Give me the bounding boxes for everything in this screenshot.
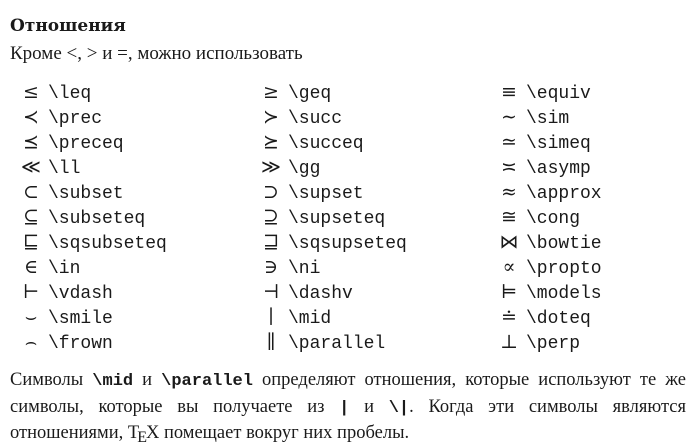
relation-command: \models [526,284,602,304]
relation-symbol: ⊥ [500,331,518,353]
relation-command: \bowtie [526,234,602,254]
relation-symbol: ≺ [23,106,39,128]
relation-entry [260,280,353,305]
relation-entry [20,105,102,130]
relation-command: \perp [526,334,581,354]
relation-command: \succeq [288,134,364,154]
relation-entry [20,80,91,105]
footer-dbar-symbol: \| [388,398,410,418]
relation-symbol: ∋ [263,256,279,278]
relation-row [20,155,680,180]
relation-entry [260,330,385,355]
relation-entry [260,130,364,155]
relation-symbol: ⪯ [23,131,39,153]
intro-text: Кроме <, > и =, можно использовать [10,43,303,64]
relation-command: \leq [48,84,92,104]
footer-bar-symbol: | [339,398,350,418]
relation-symbol: ≃ [501,131,517,153]
relation-symbol: ⊒ [262,231,280,253]
relation-symbol: ⌢ [24,331,38,353]
relation-symbol: ≅ [501,206,517,228]
relation-command: \vdash [48,284,113,304]
relation-symbol: ≤ [23,81,39,103]
relation-symbol: ⊣ [262,281,280,303]
relation-row [20,280,680,305]
relation-entry [498,230,602,255]
relation-entry [498,280,602,305]
relation-symbol: ∣ [268,306,274,328]
footer-paragraph [10,368,686,447]
relation-entry [20,230,167,255]
relation-entry [260,230,407,255]
relation-row [20,255,680,280]
relation-command: \succ [288,109,343,129]
relation-command: \subset [48,184,124,204]
relation-row [20,130,680,155]
relation-entry [20,305,113,330]
relation-symbol: ⊢ [22,281,40,303]
relation-command: \ll [48,159,81,179]
relation-entry [20,280,113,305]
relation-command: \dashv [288,284,353,304]
relation-symbol: ⊨ [500,281,518,303]
relation-row [20,180,680,205]
relation-command: \ni [288,259,321,279]
relation-row [20,330,680,355]
relation-command: \approx [526,184,602,204]
relation-command: \prec [48,109,103,129]
relation-entry [20,330,113,355]
relation-entry [20,180,124,205]
relation-symbol: ⊂ [23,181,39,203]
relation-entry [20,155,80,180]
relation-command: \parallel [288,334,386,354]
relation-entry [260,105,342,130]
relation-row [20,105,680,130]
relation-symbol: ≪ [21,156,41,178]
relation-command: \doteq [526,309,591,329]
footer-parallel-cmd: \parallel [161,372,253,391]
relation-command: \sqsupseteq [288,234,407,254]
relation-symbol: ∼ [501,106,517,128]
relation-entry [498,105,569,130]
relation-entry [260,155,320,180]
relation-symbol: ⌣ [24,306,38,328]
relation-symbol: ∥ [266,331,276,353]
relation-row [20,80,680,105]
relation-entry [498,255,602,280]
relation-command: \supset [288,184,364,204]
relation-command: \cong [526,209,581,229]
footer-text-1: Символы [10,370,93,390]
relation-command: \propto [526,259,602,279]
relation-entry [498,305,591,330]
relation-command: \sqsubseteq [48,234,167,254]
relation-command: \simeq [526,134,591,154]
footer-mid-cmd: \mid [92,372,134,391]
relation-command: \frown [48,334,113,354]
relation-command: \mid [288,309,332,329]
relation-entry [260,255,320,280]
relation-symbol: ≐ [501,306,517,328]
relation-command: \in [48,259,81,279]
relation-command: \sim [526,109,570,129]
relation-entry [260,80,331,105]
relation-command: \asymp [526,159,591,179]
relation-command: \preceq [48,134,124,154]
relation-command: \supseteq [288,209,386,229]
relation-entry [498,180,602,205]
footer-text-4: и [349,396,389,417]
relation-entry [20,130,124,155]
relation-command: \gg [288,159,321,179]
relation-entry [498,155,591,180]
relation-symbol: ⊑ [22,231,40,253]
relation-entry [20,205,145,230]
relation-symbol: ⋈ [499,231,519,253]
relation-entry [20,255,80,280]
relation-entry [498,80,591,105]
relation-entry [260,205,385,230]
relation-symbol: ≈ [501,181,517,203]
relation-entry [260,180,364,205]
relation-row [20,205,680,230]
relation-symbol: ≡ [501,81,517,103]
relation-symbol: ≻ [263,106,279,128]
section-heading: Отношения [10,16,126,36]
relation-symbol: ⊇ [263,206,279,228]
relations-table [20,80,680,355]
relation-command: \equiv [526,84,591,104]
relation-symbol: ≫ [261,156,281,178]
relation-row [20,305,680,330]
tex-logo: TEX [127,423,160,446]
relation-entry [260,305,331,330]
relation-entry [498,330,580,355]
footer-text-2: и [133,370,162,390]
relation-symbol: ⪰ [263,131,279,153]
relation-command: \smile [48,309,113,329]
relation-entry [498,205,580,230]
relation-symbol: ⊆ [23,206,39,228]
footer-text-5: . Когда эти символы являются отношениями, [10,396,686,443]
relation-symbol: ⊃ [263,181,279,203]
relation-symbol: ∝ [502,256,516,278]
relation-symbol: ≥ [263,81,279,103]
relation-row [20,230,680,255]
relation-symbol: ∈ [23,256,39,278]
relation-command: \subseteq [48,209,146,229]
relation-symbol: ≍ [501,156,517,178]
footer-text-3: определяют отношения, которые используют те же символы, которые вы получаете из [10,370,686,417]
relation-command: \geq [288,84,332,104]
footer-text-6: помещает вокруг них пробелы. [159,423,410,443]
relation-entry [498,130,591,155]
